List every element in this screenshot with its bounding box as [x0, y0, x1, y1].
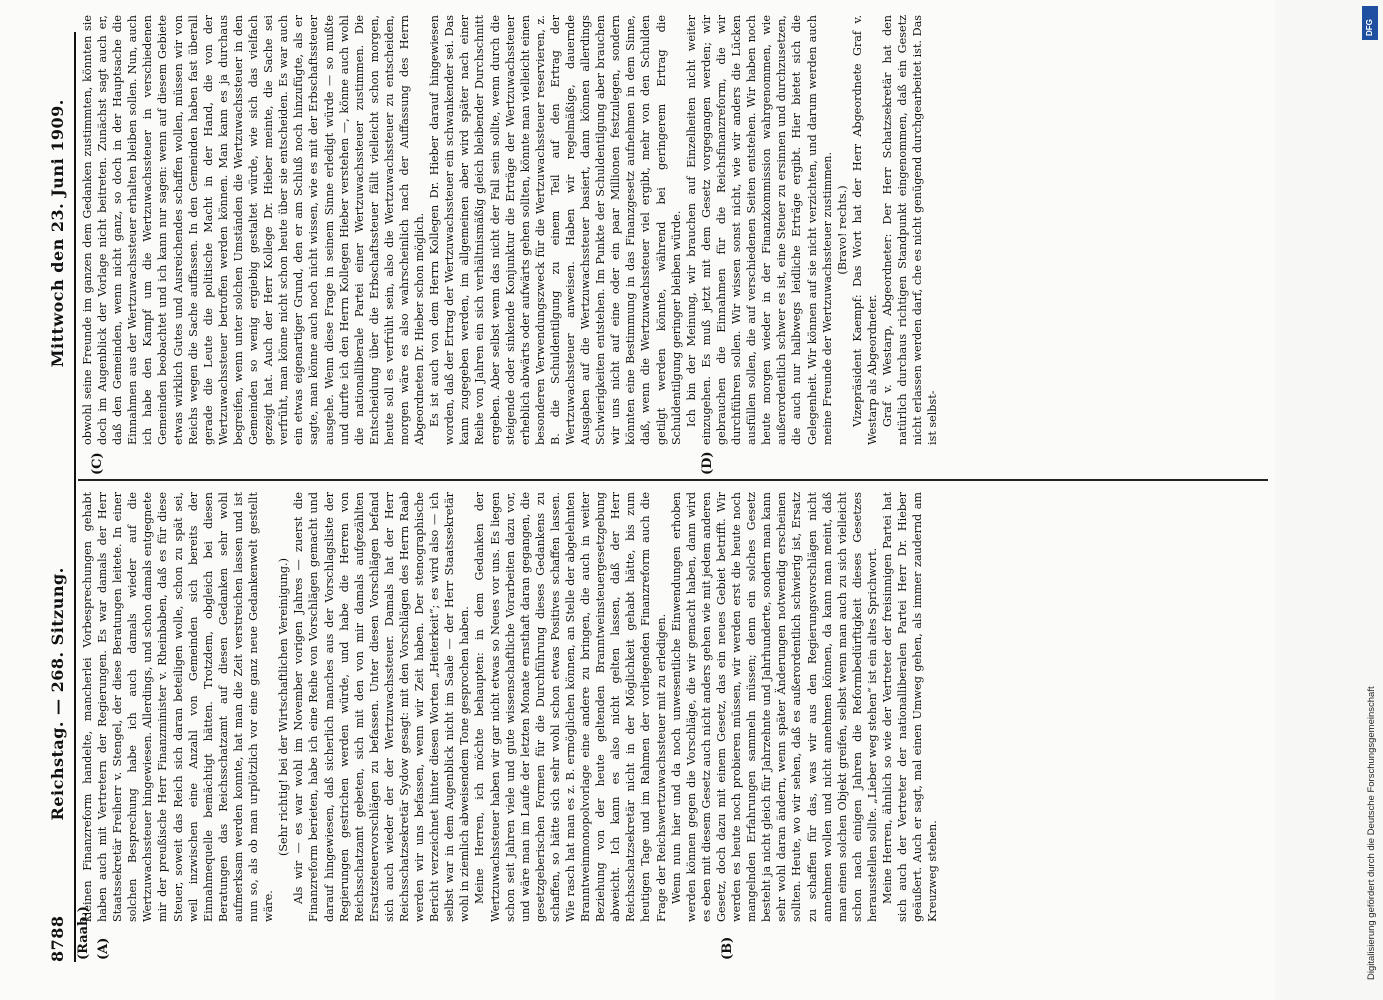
session-date: Mittwoch den 23. Juni 1909.: [47, 99, 67, 368]
speaker-tag: (Raab.): [76, 906, 91, 960]
paragraph: kleinen Finanzreform handelte, mancherlei Vorbesprechungen gehabt haben auch mit Vertretern der Regierungen. Es war damals der Herr Staatssekretär Freiherr v. Stengel, der diese Beratungen leitete. In einer solchen Besprechung habe ich auch damals wieder auf die Wertzuwachssteuer hingewiesen. Allerdings, und schon damals entgegnete mir der preußische Herr Finanzminister v. Rheinbaben, daß es für diese Steuer, soweit das Reich sich daran beteiligen wolle, schon zu spät sei, weil inzwischen eine Anzahl von Gemeinden sich bereits der Einnahmequelle bemächtigt hätten. Trotzdem, obgleich bei diesen Beratungen das Reichsschatzamt auf diesen Gedanken sehr wohl aufmerksam werden konnte, hat man die Zeit verstreichen lassen und ist nun so, als ob man urplötzlich vor eine ganz neue Gedankenwelt gestellt wäre.: [81, 492, 276, 922]
paragraph: Graf v. Westarp, Abgeordneter: Der Herr Schatzsekretär hat den natürlich durchaus richtigen Standpunkt eingenommen, daß ein Gesetz nicht erlassen werden darf, che es nicht genügend durchgearbeitet ist. Das ist selbst-: [880, 15, 940, 445]
paragraph: Als wir — es war wohl im November vorigen Jahres — zuerst die Finanzreform berieten, habe ich eine Reihe von Vorschlägen gemacht und darauf hingewiesen, daß sicherlich manches aus der Vorschlagsliste der Regierungen gestrichen werden würde, und habe die Herren von Reichsschatzamt gebeten, sich mit den von mir damals aufgezählten Ersatzsteuervorschlägen zu befassen. Unter diesen Vorschlägen befand sich auch wieder der der Wertzuwachssteuer. Damals hat der Herr Reichsschatzsekretär Sydow gesagt: mit den Vorschlägen des Herrn Raab werden wir uns befassen, wenn wir Zeit haben. Der stenographische Bericht verzeichnet hinter diesen Worten „Heiterkeit“; es wird also — ich selbst war in dem Augenblick nicht im Saale — der Herr Staatssekretär wohl in ziemlich abweisendem Tone gesprochen haben.: [292, 492, 472, 922]
margin-marker-c: (C): [90, 452, 105, 475]
column-divider: [78, 479, 1268, 481]
margin-marker-d: (D): [700, 451, 715, 475]
paragraph: Wenn nun hier und da noch unwesentliche Einwendungen erhoben werden können gegen die Vorschläge, die wir gemacht haben, dann wird es eben mit diesem Gesetz auch nicht anders gehen wie mit jedem anderen Gesetz, doch dazu mit einem Gesetz, das ein neues Gebiet betrifft. Wir werden es heute noch probieren müssen, wir werden erst die heute noch mangelnden Erfahrungen sammeln müssen; denn ein solches Gesetz besteht ja nicht gleich für Jahrzehnte und Jahrhunderte, sondern man kann sehr wohl daran ändern, wenn später Änderungen notwendig erscheinen sollten. Heute, wo wir sehen, daß es außerordentlich schwierig ist, Ersatz zu schaffen für das, was wir aus den Regierungsvorschlägen nicht annehmen wollen und nicht annehmen können, da kann man meint, daß man einen solchen Objekt greifen, selbst wenn man auch zu sich vielleicht schon nach einigen Jahren die Reformbedürftigkeit dieses Gesetzes herausstellen sollte. „Lieber weg stehen“ ist ein altes Sprichwort.: [669, 492, 879, 922]
paragraph: obwohl seine Freunde im ganzen dem Gedanken zustimmten, könnten sie doch im Augenblick der Vorlage nicht beitreten. Zunächst sagt auch er, daß den Gemeinden, wenn nicht ganz, so doch in der Hauptsache die Einnahmen aus der Wertzuwachssteuer erhalten bleiben sollen. Nun, auch ich habe den Kampf um die Wertzuwachssteuer in verschiedenen Gemeinden beobachtet und ich kann nur sagen: wenn auf diesem Gebiete etwas wirklich Gutes und Ausreichendes schaffen wollen, müssen wir von Reichs wegen die Sache auffassen. In den Gemeinden haben fast überall gerade die Leute die politische Macht in der Hand, die von der Wertzuwachssteuer betroffen werden können. Man kann es ja durchaus begreifen, wenn unter solchen Umständen die Wertzuwachssteuer in den Gemeinden so wenig ergiebig gestaltet würde, wie sich das vielfach gezeigt hat. Auch der Herr Kollege Dr. Hieber meinte, die Sache sei verfrüht, man könne nicht schon heute über sie entscheiden. Es war auch ein etwas eigenartiger Grund, den er am Schluß noch hinzufügte, als er sagte, man könne auch noch nicht wissen, wie es mit der Erbschaftssteuer ausgehe. Wenn diese Frage in seinem Sinne erledigt würde — so mußte und durfte ich den Herrn Kollegen Hieber verstehen —, könne auch wohl die nationalliberale Partei einer Wertzuwachssteuer zustimmen. Die Entscheidung über die Erbschaftssteuer fällt vielleicht schon morgen, heute soll es verfrüht sein, also die Wertzuwachssteuer zu entscheiden, morgen wäre es also wahrscheinlich nach der Auffassung des Herrn Abgeordneten Dr. Hieber schon möglich.: [81, 15, 427, 445]
margin-marker-b: (B): [720, 936, 735, 960]
paragraph: Es ist auch von dem Herrn Kollegen Dr. Hieber darauf hingewiesen worden, daß der Ertrag der Wertzuwachssteuer ein schwankender sei. Das kann zugegeben werden, im allgemeinen aber wird später nach einer Reihe von Jahren ein sich verhältnismäßig gleich bleibender Durchschnitt ergeben. Aber selbst wenn das nicht der Fall sein sollte, wenn durch die steigende oder sinkende Konjunktur die Erträge der Wertzuwachssteuer erheblich abwärts oder aufwärts gehen sollten, könnte man vielleicht einen besonderen Verwendungszweck für die Wertzuwachssteuer reservieren, z. B. die Schuldentilgung zu einem Teil auf den Ertrag der Wertzuwachssteuer anweisen. Haben wir regelmäßige, dauernde Ausgaben auf die Wertzuwachssteuer basiert, dann können allerdings Schwierigkeiten entstehen. Im Punkte der Schuldentilgung aber brauchen wir uns nicht auf eine oder ein paar Millionen festzulegen, sondern könnten eine Bestimmung in das Finanzgesetz aufnehmen in dem Sinne, daß, wenn die Wertzuwachssteuer viel ergibt, mehr von den Schulden getilgt werden könnte, während bei geringerem Ertrag die Schuldentilgung geringer bleiben würde.: [428, 15, 683, 445]
left-column: [80, 492, 1260, 922]
right-column: [80, 15, 1180, 445]
funding-note: Digitalisierung gefördert durch die Deutsche Forschungsgemeinschaft: [1366, 686, 1377, 980]
session-title: Reichstag. — 268. Sitzung.: [47, 567, 67, 821]
page-header: [40, 32, 76, 962]
paragraph: Meine Herren, ich möchte behaupten: in dem Gedanken der Wertzuwachssteuer haben wir gar nicht etwas so Neues vor uns. Es liegen schon seit Jahren viele und gute wissenschaftliche Vorarbeiten dazu vor, und wäre man im Laufe der letzten Monate ernsthaft daran gegangen, die gesetzgeberischen Formen für die Durchführung dieses Gedankens zu schaffen, so hätte sich sehr wohl schon etwas Positives schaffen lassen. Wie rasch hat man es z. B. ermöglichen können, an Stelle der abgelehnten Branntweinmonopolvorlage eine andere zu bringen, die auch in weiter Beziehung von der heute geltenden Branntweinsteuergesetzgebung abweicht. Ich kann es also nicht gelten lassen, daß der Herr Reichsschatzsekretär nicht in der Möglichkeit gehabt hätte, bis zum heutigen Tage und im Rahmen der vorliegenden Finanzreform auch die Frage der Reichswertzuwachssteuer mit zu erledigen.: [473, 492, 668, 922]
applause-note: (Bravo! rechts.): [835, 185, 849, 275]
interjection: (Sehr richtig! bei der Wirtschaftlichen Vereinigung.): [277, 558, 291, 856]
dfg-logo-text: DFG: [1365, 19, 1374, 36]
paragraph: Vizepräsident Kaempf: Das Wort hat der Herr Abgeordnete Graf v. Westarp als Abgeordneter.: [850, 15, 879, 445]
dfg-logo: [1362, 6, 1378, 40]
paragraph: Ich bin der Meinung, wir brauchen auf Einzelheiten nicht weiter einzugehen. Es muß jetzt mit dem Gesetz vorgegangen werden; wir gebrauchen die Einnahmen für die Reichsfinanzreform, die wir durchführen sollen. Wir wissen sonst nicht, wie wir anders die Lücken ausfüllen sollen, die auf verschiedenen Seiten entstehen. Wir haben noch heute morgen wieder in der Finanzkommission wahrgenommen, wie außerordentlich schwer es ist, eine Steuer zu ersinnen und durchzusetzen, die auch nur halbwegs leidliche Erträge ergibt. Hier bietet sich die Gelegenheit. Wir können auf sie nicht verzichten, und darum werden auch meine Freunde der Wertzuwachssteuer zustimmen.: [684, 15, 834, 445]
page-number: 8788: [47, 915, 67, 962]
margin-marker-a: (A): [96, 937, 111, 960]
paragraph: Meine Herren, ähnlich so wie der Vertreter der freisinnigen Partei hat sich auch der Vertreter der nationalliberalen Partei Herr Dr. Hieber geäußert. Auch er sagt, mal einen Umweg gehen, als immer zaudernd am Kreuzweg stehen.: [880, 492, 940, 922]
